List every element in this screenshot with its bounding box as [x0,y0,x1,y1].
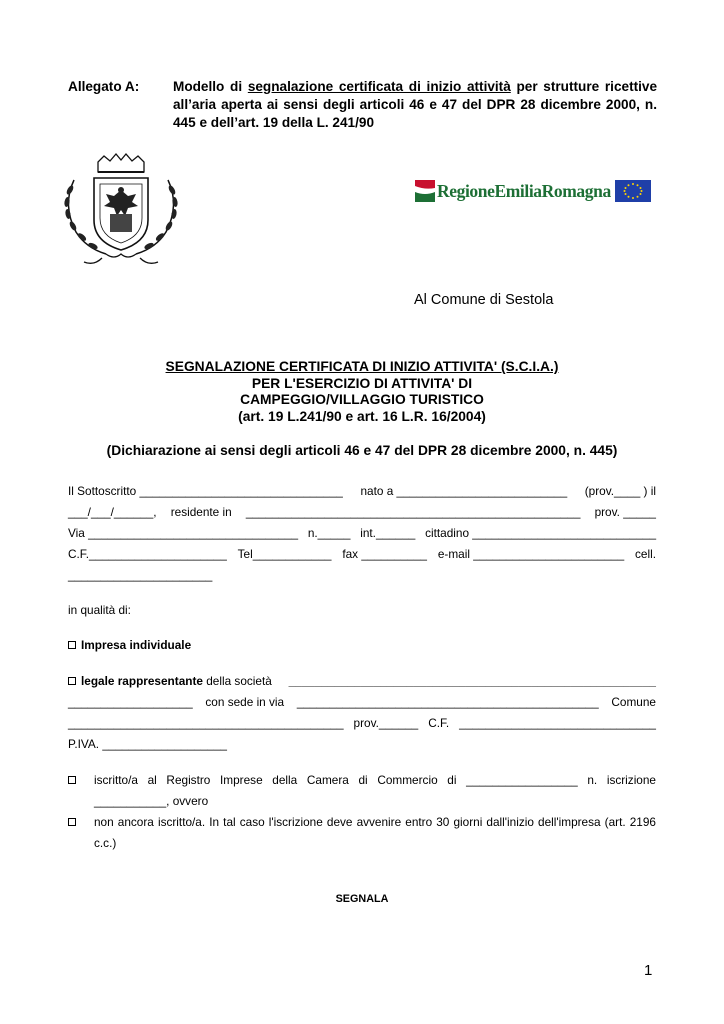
eu-flag-icon [615,180,651,202]
form-row-sede [68,694,656,710]
field-interno[interactable]: int.______ [360,526,416,540]
allegato-label: Allegato A: [68,79,140,94]
field-civic-number[interactable]: n._____ [307,526,351,540]
label-residente: residente in [170,505,232,519]
field-nato-a[interactable]: nato a __________________________ [360,484,568,498]
field-piva[interactable]: P.IVA. ___________________ [68,737,227,751]
field-birth-date[interactable]: ___/___/______, [68,505,157,519]
label-comune: Comune [611,695,656,709]
form-row-residence [68,504,656,520]
option-legale-rappresentante[interactable] [68,673,656,689]
title-line-4: (art. 19 L.241/90 e art. 16 L.R. 16/2004) [238,408,486,424]
option-impresa-individuale[interactable] [68,637,191,653]
form-row-contacts [68,546,656,562]
field-prov-il[interactable]: (prov.____ ) il [584,484,656,498]
field-cittadino[interactable]: cittadino ____________________________ [425,526,656,540]
regione-emilia-romagna-logo [413,178,609,204]
field-cell-label: cell. [635,547,656,561]
title-line-2: PER L'ESERCIZIO DI ATTIVITA' DI [251,375,473,391]
label-sede: con sede in via [205,695,285,709]
field-email[interactable]: e-mail _______________________ [437,547,625,561]
field-sede-via[interactable]: ______________________________________________ [296,695,599,709]
option-iscritto-text: iscritto/a al Registro Imprese della Camera di Commercio di _________________ n. iscrizione ___________, ovvero [94,773,656,808]
checkbox-icon[interactable] [68,776,76,784]
document-subtitle: (Dichiarazione ai sensi degli articoli 46 e 47 del DPR 28 dicembre 2000, n. 445) [106,443,618,458]
option-iscritto-registro[interactable] [68,770,656,812]
allegato-title-prefix: Modello di [173,79,248,94]
field-sottoscritto[interactable]: Il Sottoscritto _______________________________ [68,484,343,498]
regione-logo-text: RegioneEmiliaRomagna [437,181,611,201]
field-residente-in[interactable]: ___________________________________________________ [245,505,581,519]
checkbox-icon[interactable] [68,641,76,649]
option-legale-rest: della società [202,674,276,688]
checkbox-icon[interactable] [68,677,76,685]
label-cf: C.F. [428,716,450,730]
field-comune[interactable]: __________________________________________ [68,716,344,730]
form-row-name [68,483,656,499]
field-societa-cont[interactable]: ___________________ [68,695,193,709]
option-non-iscritto[interactable] [68,812,656,854]
allegato-title-underlined: segnalazione certificata di inizio attività [247,79,511,94]
field-fax[interactable]: fax __________ [342,547,427,561]
field-via[interactable]: Via ________________________________ [68,526,299,540]
page-number: 1 [644,962,653,979]
municipal-crest-icon [54,150,188,268]
field-codice-fiscale[interactable]: C.F._____________________ [68,547,227,561]
checkbox-icon[interactable] [68,818,76,826]
segnala-heading: SEGNALA [335,893,389,905]
document-title [60,359,664,425]
option-legale-label: legale rappresentante [81,674,203,688]
form-row-sede-prov [68,715,656,731]
field-residence-prov[interactable]: prov. _____ [594,505,656,519]
form-row-address [68,525,656,541]
regione-flag-icon [415,180,435,202]
title-line-1: SEGNALAZIONE CERTIFICATA DI INIZIO ATTIVITA' (S.C.I.A.) [165,359,559,374]
field-societa-cf[interactable]: ______________________________ [459,716,656,730]
option-non-iscritto-text: non ancora iscritto/a. In tal caso l'iscrizione deve avvenire entro 30 giorni dall'inizio dell'impresa (art. 2196 c.c.) [94,815,656,850]
field-tel[interactable]: Tel____________ [237,547,332,561]
title-line-3: CAMPEGGIO/VILLAGGIO TURISTICO [240,392,484,407]
option-impresa-label: Impresa individuale [81,638,192,652]
field-societa[interactable]: ________________________________________________________ [288,674,656,688]
field-cell[interactable]: ______________________ [68,568,213,582]
allegato-title-rest: per strutture ricettive all’aria aperta ai sensi degli articoli 46 e 47 del DPR 28 dicembre 2000, n. 445 e dell’art. 19 della L. 241/90 [173,79,658,130]
field-sede-prov[interactable]: prov.______ [353,716,419,730]
allegato-title [173,78,657,132]
in-qualita-label: in qualità di: [68,603,131,617]
recipient-line: Al Comune di Sestola [414,292,554,308]
